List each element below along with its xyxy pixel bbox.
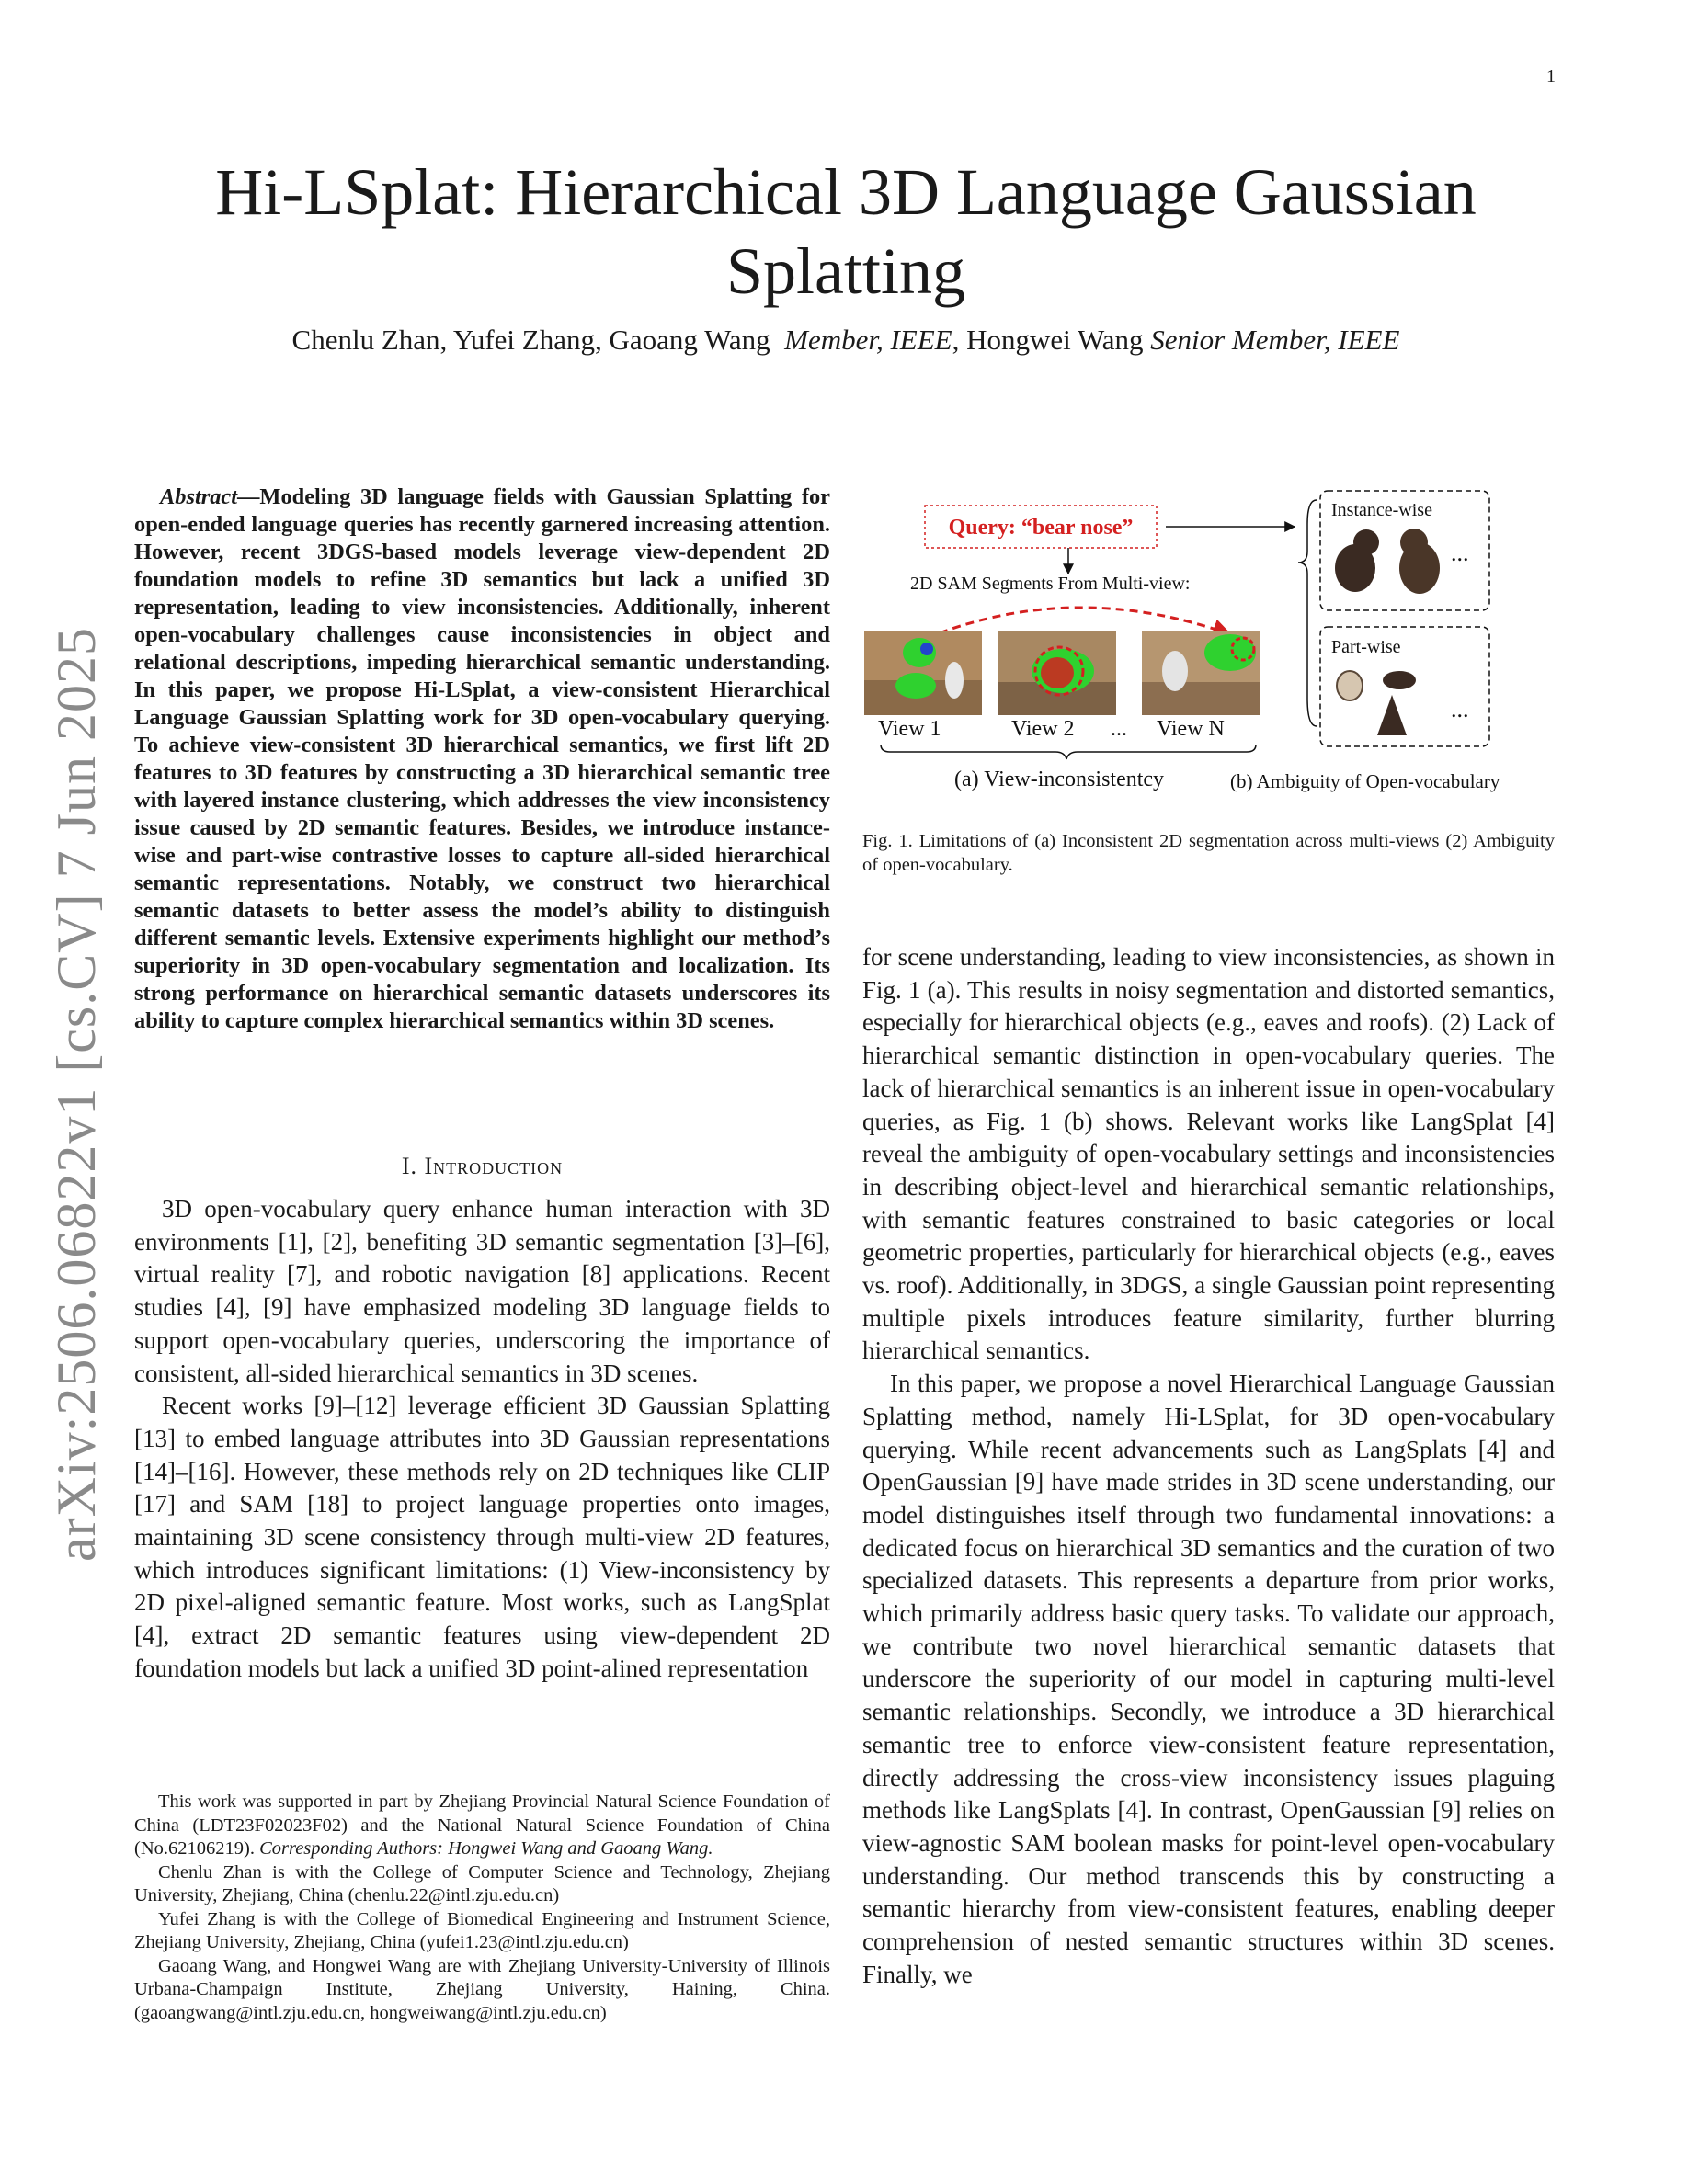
- body-paragraph: 3D open-vocabulary query enhance human interaction with 3D environments [1], [2], benefiting 3D semantic segmentation [3]–[6], virtual reality [7], and robotic navigation [8] applications. Recent studies [4], [9] have emphasized modeling 3D language fields to support open-vocabulary queries, underscoring the importance of consistent, all-sided hierarchical semantics in 3D scenes.: [134, 1195, 830, 1387]
- part-ellipsis: ...: [1451, 696, 1469, 722]
- body-paragraph: In this paper, we propose a novel Hierarchical Language Gaussian Splatting method, namely Hi-LSplat, for 3D open-vocabulary querying. While recent advancements such as LangSplats [4] and OpenGaussian [9] have made strides in 3D scene understanding, our model distinguishes itself through two fundamental innovations: a dedicated focus on hierarchical 3D semantics and the curation of two specialized datasets. This represents a departure from prior works, which primarily address basic query tasks. To validate our approach, we contribute two novel hierarchical semantic datasets that underscore the superiority of our model in capturing multi-level semantic relationships. Secondly, we introduce a 3D hierarchical semantic tree to enforce view-consistent feature representation, directly addressing the cross-view inconsistency issues plaguing methods like LangSplats [4]. In contrast, OpenGaussian [9] relies on view-agnostic SAM boolean masks for point-level open-vocabulary understanding. Our method transcends this by constructing a semantic hierarchy from view-consistent features, enabling deeper comprehension of nested semantic structures within 3D scenes. Finally, we: [862, 1370, 1555, 1988]
- footnote-affil: Chenlu Zhan is with the College of Computer Science and Technology, Zhejiang University, Zhejiang, China (chenlu.22@intl.zju.edu.cn): [134, 1861, 830, 1905]
- abstract-label: Abstract: [160, 484, 238, 509]
- body-paragraph: Recent works [9]–[12] leverage efficient 3D Gaussian Splatting [13] to embed language attributes into 3D Gaussian representations [14]–[16]. However, these methods rely on 2D techniques like CLIP [17] and SAM [18] to project language properties onto images, maintaining 3D scene consistency through multi-view 2D features, which introduces significant limitations: (1) View-inconsistency by 2D pixel-aligned semantic feature. Most works, such as LangSplat [4], extract 2D semantic features using view-dependent 2D foundation models but lack a unified 3D point-alined representation: [134, 1392, 830, 1682]
- arxiv-stamp: [44, 626, 108, 1562]
- right-column-body: [862, 941, 1555, 1992]
- query-text: Query: “bear nose”: [948, 516, 1134, 540]
- section-title: Introduction: [424, 1153, 564, 1179]
- instance-label: Instance-wise: [1331, 500, 1432, 520]
- figure-1: [862, 487, 1555, 800]
- author-role-2: Senior Member, IEEE: [1150, 324, 1400, 356]
- figure-1-graphic: [862, 487, 1555, 800]
- footnote-affil: Yufei Zhang is with the College of Biomedical Engineering and Instrument Science, Zhejiang University, Zhejiang, China (yufei1.23@intl.zju.edu.cn): [134, 1908, 830, 1952]
- arxiv-stamp-text: arXiv:2506.06822v1 [cs.CV] 7 Jun 2025: [45, 626, 107, 1562]
- view-2-label: View 2: [1011, 717, 1075, 741]
- view-n-image: [1142, 631, 1260, 715]
- author-role: Member, IEEE: [784, 324, 952, 356]
- right-brace-bottom: [1307, 603, 1317, 726]
- footnote-funding: [134, 1791, 830, 1861]
- subfig-a-label: (a) View-inconsistentcy: [954, 768, 1165, 791]
- footnote-affil: Gaoang Wang, and Hongwei Wang are with Zhejiang University-University of Illinois Urbana-Champaign Institute, Zhejiang University, Haining, China. (gaoangwang@intl.zju.edu.cn, hongweiwang@intl.zju.edu.cn): [134, 1955, 830, 2023]
- footnotes: [134, 1791, 830, 2025]
- instance-ellipsis: ...: [1451, 540, 1469, 566]
- abstract-text: —Modeling 3D language fields with Gaussian Splatting for open-ended language queries has recently garnered increasing attention. However, recent 3DGS-based models leverage view-dependent 2D foundation models to refine 3D semantics but lack a unified 3D representation, leading to view inconsistencies. Additionally, inherent open-vocabulary challenges cause inconsistencies in object and relational descriptions, impeding hierarchical semantic understanding. In this paper, we propose Hi-LSplat, a view-consistent Hierarchical Language Gaussian Splatting work for 3D open-vocabulary querying. To achieve view-consistent 3D hierarchical semantics, we first lift 2D features to 3D features by constructing a 3D hierarchical semantic tree with layered instance clustering, which addresses the view inconsistency issue caused by 2D semantic features. Besides, we introduce instance-wise and part-wise contrastive losses to capture all-sided hierarchical semantic representations. Notably, we construct two hierarchical semantic datasets to better assess the model’s ability to distinguish different semantic levels. Extensive experiments highlight our method’s superiority in 3D open-vocabulary segmentation and localization. Its strong performance on hierarchical semantic datasets underscores its ability to capture complex hierarchical semantics within 3D scenes.: [134, 484, 830, 1033]
- footnote-corresponding: Corresponding Authors: Hongwei Wang and Gaoang Wang.: [259, 1838, 713, 1859]
- abstract: [134, 483, 830, 1035]
- section-number: I.: [401, 1153, 425, 1179]
- figure-1-caption: Fig. 1. Limitations of (a) Inconsistent 2D segmentation across multi-views (2) Ambiguity of open-vocabulary.: [862, 831, 1555, 875]
- part-label: Part-wise: [1331, 637, 1401, 657]
- footnote-funding-text: This work was supported in part by Zhejiang Provincial Natural Science Foundation of China (LDT23F02023F02) and the National Natural Science Foundation of China (No.62106219).: [134, 1792, 830, 1859]
- view-2-image: [998, 631, 1116, 715]
- author-line: [165, 324, 1526, 357]
- subfig-b-label: (b) Ambiguity of Open-vocabulary: [1230, 770, 1500, 792]
- paper-title: Hi-LSplat: Hierarchical 3D Language Gaussian Splatting: [215, 155, 1477, 308]
- left-column-body: [134, 1193, 830, 1686]
- sam-label: 2D SAM Segments From Multi-view:: [910, 574, 1191, 594]
- view-n-label: View N: [1157, 717, 1225, 741]
- author-names: Chenlu Zhan, Yufei Zhang, Gaoang Wang: [291, 324, 770, 356]
- body-paragraph: for scene understanding, leading to view inconsistencies, as shown in Fig. 1 (a). This results in noisy segmentation and distorted semantics, especially for hierarchical objects (e.g., eaves and roofs). (2) Lack of hierarchical semantic distinction in open-vocabulary queries. The lack of hierarchical semantics is an inherent issue in open-vocabulary queries, as Fig. 1 (b) shows. Relevant works like LangSplat [4] reveal the ambiguity of open-vocabulary settings and inconsistencies in describing object-level and hierarchical semantic relationships, with semantic features constrained to basic categories or local geometric properties, particularly for hierarchical objects (e.g., eaves vs. roof). Additionally, in 3DGS, a single Gaussian point representing multiple pixels introduces feature similarity, further blurring hierarchical semantics.: [862, 943, 1555, 1365]
- views-ellipsis: ...: [1111, 717, 1127, 741]
- bottom-brace: [881, 745, 1256, 759]
- author-names-2: , Hongwei Wang: [952, 324, 1151, 356]
- page-number: 1: [1546, 66, 1556, 86]
- section-heading: [134, 1153, 830, 1180]
- right-brace-top: [1298, 500, 1317, 603]
- view-1-image: [864, 631, 982, 715]
- view-1-label: View 1: [878, 717, 941, 741]
